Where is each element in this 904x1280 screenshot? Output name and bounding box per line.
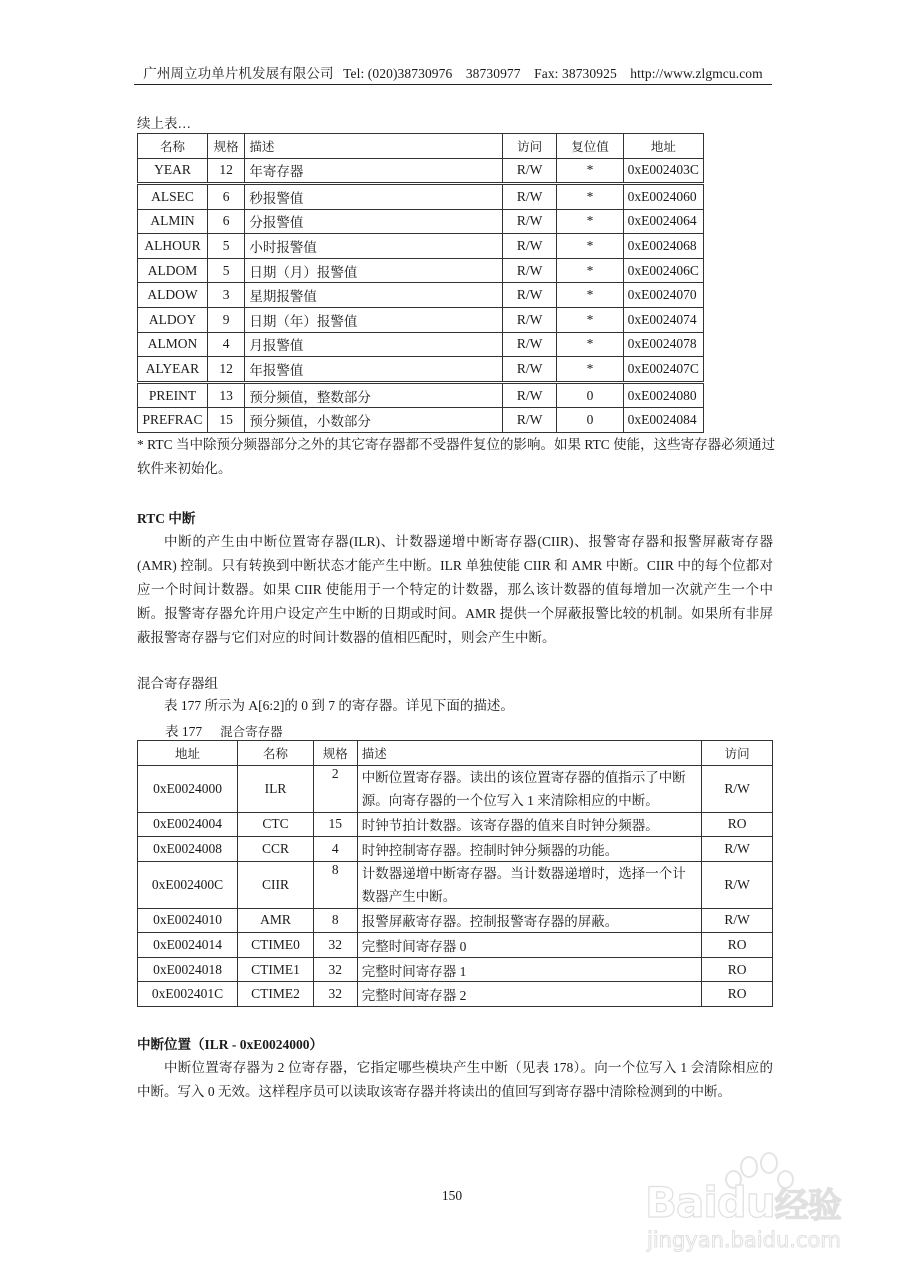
cell-access: R/W xyxy=(503,408,557,433)
cell-access: R/W xyxy=(503,382,557,408)
cell-access: R/W xyxy=(702,861,773,908)
cell-access: R/W xyxy=(503,332,557,357)
page-number: 150 xyxy=(441,1188,463,1203)
section-title-rtc-interrupt: RTC 中断 xyxy=(137,511,196,526)
cell-access: R/W xyxy=(503,308,557,333)
cell-addr: 0xE0024000 xyxy=(138,765,238,812)
baidu-watermark xyxy=(645,1148,885,1268)
col-header-desc: 描述 xyxy=(245,134,503,159)
table-row xyxy=(138,308,704,333)
table-header-row xyxy=(138,741,773,766)
col-header-bits: 规格 xyxy=(207,134,244,159)
cell-reset: 0 xyxy=(557,408,623,433)
cell-name: YEAR xyxy=(138,158,208,184)
cell-reset: * xyxy=(557,184,623,210)
table-row xyxy=(138,861,773,908)
table-row xyxy=(138,184,704,210)
cell-access: R/W xyxy=(503,258,557,283)
paragraph-rtc-interrupt: 中断的产生由中断位置寄存器(ILR)、计数器递增中断寄存器(CIIR)、报警寄存器和报警屏蔽寄存器(AMR) 控制。只有转换到中断状态才能产生中断。ILR 单独使能 CIIR 和 AMR 中断。CIIR 中的每个位都对应一个时间计数器。如果 CIIR 使能用于一个特定的计数器，那么该计数器的值每增加一次就产生一个中断。报警寄存器允许用户设定产生中断的日期或时间。AMR 提供一个屏蔽报警比较的机制。如果所有非屏蔽报警寄存器与它们对应的时间计数器的值相匹配时，则会产生中断。 xyxy=(137,534,773,645)
table-row xyxy=(138,234,704,259)
section-title-ilr: 中断位置（ILR - 0xE0024000） xyxy=(137,1037,324,1052)
cell-addr: 0xE0024064 xyxy=(623,209,703,234)
cell-name: ALMON xyxy=(138,332,208,357)
paw-toe-icon xyxy=(760,1152,778,1174)
paragraph-misc-registers: 表 177 所示为 A[6:2]的 0 到 7 的寄存器。详见下面的描述。 xyxy=(164,698,514,713)
cell-desc: 时钟节拍计数器。该寄存器的值来自时钟分频器。 xyxy=(357,812,701,837)
cell-bits: 15 xyxy=(207,408,244,433)
cell-addr: 0xE002406C xyxy=(623,258,703,283)
cell-access: R/W xyxy=(503,184,557,210)
table-row xyxy=(138,408,704,433)
cell-name: CTIME1 xyxy=(238,957,314,982)
cell-addr: 0xE0024014 xyxy=(138,933,238,958)
header-fax: Fax: 38730925 xyxy=(534,66,617,81)
cell-reset: * xyxy=(557,308,623,333)
section-title-misc-registers: 混合寄存器组 xyxy=(137,676,218,691)
col-header-name: 名称 xyxy=(238,741,314,766)
cell-bits: 15 xyxy=(313,812,357,837)
cell-desc: 中断位置寄存器。读出的该位置寄存器的值指示了中断源。向寄存器的一个位写入 1 来清除相应的中断。 xyxy=(357,765,701,812)
cell-bits: 12 xyxy=(207,357,244,383)
cell-desc: 完整时间寄存器 0 xyxy=(357,933,701,958)
cell-access: R/W xyxy=(503,209,557,234)
cell-bits: 32 xyxy=(313,982,357,1007)
cell-desc: 预分频值，整数部分 xyxy=(245,382,503,408)
table-row xyxy=(138,908,773,933)
cell-name: CTIME0 xyxy=(238,933,314,958)
cell-bits: 5 xyxy=(207,258,244,283)
table-footnote: * RTC 当中除预分频器部分之外的其它寄存器都不受器件复位的影响。如果 RTC 使能，这些寄存器必须通过软件来初始化。 xyxy=(137,437,776,476)
cell-addr: 0xE002400C xyxy=(138,861,238,908)
header-divider xyxy=(134,84,772,85)
cell-addr: 0xE0024060 xyxy=(623,184,703,210)
misc-register-table xyxy=(137,740,773,1007)
table-row xyxy=(138,957,773,982)
cell-bits: 4 xyxy=(207,332,244,357)
cell-bits: 2 xyxy=(313,765,357,812)
col-header-addr: 地址 xyxy=(138,741,238,766)
cell-name: ALMIN xyxy=(138,209,208,234)
cell-name: ALDOM xyxy=(138,258,208,283)
cell-access: R/W xyxy=(702,765,773,812)
cell-bits: 32 xyxy=(313,933,357,958)
cell-name: AMR xyxy=(238,908,314,933)
cell-desc: 星期报警值 xyxy=(245,283,503,308)
cell-name: ILR xyxy=(238,765,314,812)
table-row xyxy=(138,357,704,383)
cell-addr: 0xE002407C xyxy=(623,357,703,383)
cell-reset: * xyxy=(557,357,623,383)
cell-addr: 0xE002401C xyxy=(138,982,238,1007)
cell-desc: 完整时间寄存器 2 xyxy=(357,982,701,1007)
cell-bits: 4 xyxy=(313,837,357,862)
table-row xyxy=(138,209,704,234)
cell-desc: 计数器递增中断寄存器。当计数器递增时，选择一个计数器产生中断。 xyxy=(357,861,701,908)
cell-name: PREFRAC xyxy=(138,408,208,433)
cell-bits: 5 xyxy=(207,234,244,259)
cell-desc: 时钟控制寄存器。控制时钟分频器的功能。 xyxy=(357,837,701,862)
cell-bits: 9 xyxy=(207,308,244,333)
cell-name: ALDOY xyxy=(138,308,208,333)
cell-reset: * xyxy=(557,283,623,308)
company-name: 广州周立功单片机发展有限公司 xyxy=(143,66,334,81)
table-row xyxy=(138,837,773,862)
table-row xyxy=(138,283,704,308)
col-header-desc: 描述 xyxy=(357,741,701,766)
cell-addr: 0xE0024010 xyxy=(138,908,238,933)
caption-number: 表 177 xyxy=(165,724,203,739)
cell-addr: 0xE0024078 xyxy=(623,332,703,357)
cell-access: R/W xyxy=(503,357,557,383)
table-row xyxy=(138,382,704,408)
table-row xyxy=(138,765,773,812)
cell-addr: 0xE0024004 xyxy=(138,812,238,837)
cell-bits: 3 xyxy=(207,283,244,308)
cell-desc: 年报警值 xyxy=(245,357,503,383)
cell-addr: 0xE0024074 xyxy=(623,308,703,333)
cell-name: ALDOW xyxy=(138,283,208,308)
cell-reset: * xyxy=(557,258,623,283)
cell-reset: * xyxy=(557,158,623,184)
watermark-url: jingyan.baidu.com xyxy=(647,1228,841,1252)
col-header-reset: 复位值 xyxy=(557,134,623,159)
table-row xyxy=(138,812,773,837)
col-header-addr: 地址 xyxy=(623,134,703,159)
table-caption xyxy=(165,720,283,740)
cell-reset: * xyxy=(557,332,623,357)
cell-access: R/W xyxy=(503,158,557,184)
col-header-bits: 规格 xyxy=(313,741,357,766)
cell-access: RO xyxy=(702,812,773,837)
paragraph-ilr: 中断位置寄存器为 2 位寄存器，它指定哪些模块产生中断（见表 178）。向一个位写入 1 会清除相应的中断。写入 0 无效。这样程序员可以读取该寄存器并将读出的值回写到寄存器中清除检测到的中断。 xyxy=(137,1060,773,1099)
table-header-row xyxy=(138,134,704,159)
cell-bits: 32 xyxy=(313,957,357,982)
cell-access: R/W xyxy=(503,283,557,308)
cell-bits: 8 xyxy=(313,861,357,908)
cell-bits: 12 xyxy=(207,158,244,184)
col-header-name: 名称 xyxy=(138,134,208,159)
cell-reset: * xyxy=(557,234,623,259)
cell-desc: 月报警值 xyxy=(245,332,503,357)
table-row xyxy=(138,258,704,283)
cell-desc: 小时报警值 xyxy=(245,234,503,259)
cell-access: RO xyxy=(702,982,773,1007)
cell-access: R/W xyxy=(702,837,773,862)
cell-addr: 0xE0024070 xyxy=(623,283,703,308)
cell-name: ALHOUR xyxy=(138,234,208,259)
cell-desc: 日期（月）报警值 xyxy=(245,258,503,283)
page-header xyxy=(134,62,772,82)
continued-label: 续上表… xyxy=(137,116,191,131)
cell-desc: 报警屏蔽寄存器。控制报警寄存器的屏蔽。 xyxy=(357,908,701,933)
cell-addr: 0xE0024084 xyxy=(623,408,703,433)
cell-reset: 0 xyxy=(557,382,623,408)
cell-desc: 预分频值，小数部分 xyxy=(245,408,503,433)
paw-toe-icon xyxy=(740,1156,758,1178)
header-tel: Tel: (020)38730976 xyxy=(343,66,453,81)
cell-bits: 8 xyxy=(313,908,357,933)
cell-addr: 0xE0024008 xyxy=(138,837,238,862)
cell-access: RO xyxy=(702,957,773,982)
watermark-brand: Baidu经验 xyxy=(645,1178,841,1227)
table-row xyxy=(138,332,704,357)
cell-desc: 秒报警值 xyxy=(245,184,503,210)
cell-name: CTC xyxy=(238,812,314,837)
cell-addr: 0xE0024068 xyxy=(623,234,703,259)
table-row xyxy=(138,933,773,958)
cell-access: R/W xyxy=(503,234,557,259)
header-url: http://www.zlgmcu.com xyxy=(630,66,763,81)
col-header-access: 访问 xyxy=(503,134,557,159)
cell-desc: 分报警值 xyxy=(245,209,503,234)
cell-desc: 完整时间寄存器 1 xyxy=(357,957,701,982)
cell-name: ALYEAR xyxy=(138,357,208,383)
table-row xyxy=(138,982,773,1007)
col-header-access: 访问 xyxy=(702,741,773,766)
cell-name: CTIME2 xyxy=(238,982,314,1007)
cell-desc: 日期（年）报警值 xyxy=(245,308,503,333)
cell-bits: 6 xyxy=(207,184,244,210)
caption-text: 混合寄存器 xyxy=(220,724,283,739)
cell-name: ALSEC xyxy=(138,184,208,210)
rtc-register-table xyxy=(137,133,704,433)
cell-bits: 13 xyxy=(207,382,244,408)
header-tel2: 38730977 xyxy=(465,66,521,81)
cell-bits: 6 xyxy=(207,209,244,234)
cell-addr: 0xE002403C xyxy=(623,158,703,184)
cell-name: PREINT xyxy=(138,382,208,408)
cell-reset: * xyxy=(557,209,623,234)
cell-name: CIIR xyxy=(238,861,314,908)
cell-name: CCR xyxy=(238,837,314,862)
cell-access: RO xyxy=(702,933,773,958)
cell-addr: 0xE0024018 xyxy=(138,957,238,982)
cell-access: R/W xyxy=(702,908,773,933)
cell-desc: 年寄存器 xyxy=(245,158,503,184)
table-row xyxy=(138,158,704,184)
cell-addr: 0xE0024080 xyxy=(623,382,703,408)
